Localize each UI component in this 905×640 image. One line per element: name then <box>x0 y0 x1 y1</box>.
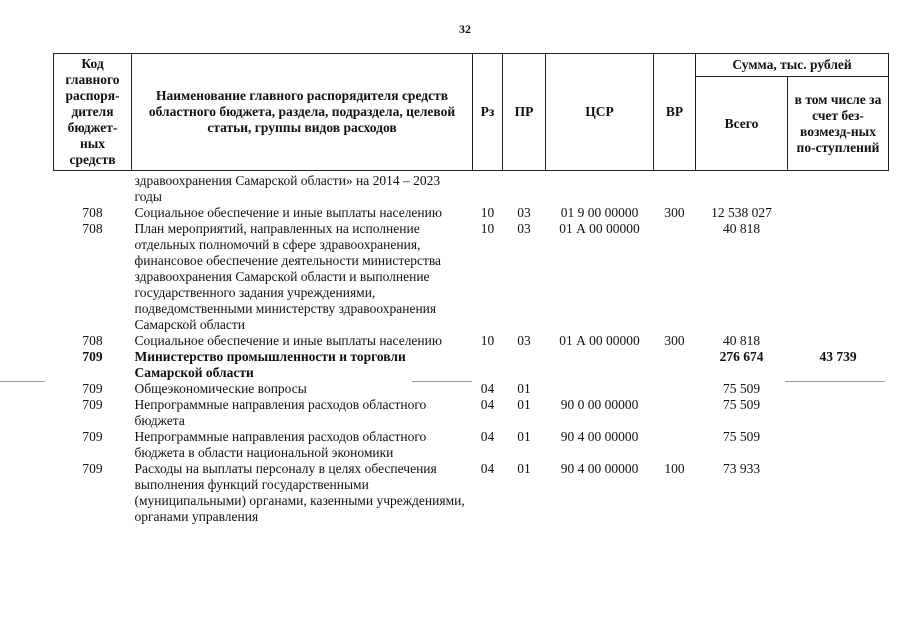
cell-csr: 01 9 00 00000 <box>560 205 639 220</box>
cell-total: 276 674 <box>719 349 764 364</box>
budget-table <box>53 53 889 525</box>
cell-code: 708 <box>82 205 103 220</box>
table-row <box>54 381 889 397</box>
cell-csr: 01 А 00 00000 <box>559 333 640 348</box>
header-rz: Рз <box>473 54 503 171</box>
cell-pr: 01 <box>517 397 531 412</box>
cell-name: Социальное обеспечение и иные выплаты населению <box>134 205 442 220</box>
header-code: Код главного распоря-дителя бюджет-ных средств <box>54 54 132 171</box>
header-csr: ЦСР <box>546 54 654 171</box>
cell-name: Непрограммные направления расходов областного бюджета в области национальной экономики <box>134 429 427 460</box>
cell-code: 709 <box>82 381 103 396</box>
page-number: 32 <box>459 22 471 36</box>
cell-incl <box>788 333 889 349</box>
cell-total <box>696 171 788 206</box>
table-row <box>54 205 889 221</box>
cell-rz: 04 <box>480 397 495 412</box>
cell-code: 709 <box>82 461 103 476</box>
cell-total: 73 933 <box>722 461 761 476</box>
cell-csr <box>546 381 654 397</box>
cell-total: 75 509 <box>722 429 761 444</box>
cell-vr: 300 <box>664 205 685 220</box>
cell-rz: 10 <box>480 333 495 348</box>
cell-total: 75 509 <box>722 381 761 396</box>
scan-artifact-line <box>785 381 885 382</box>
cell-pr: 01 <box>517 429 531 444</box>
cell-pr: 03 <box>517 205 531 220</box>
cell-incl <box>788 171 889 206</box>
cell-vr: 100 <box>664 461 685 476</box>
cell-pr <box>503 171 546 206</box>
cell-name: Непрограммные направления расходов областного бюджета <box>134 397 427 428</box>
cell-code: 708 <box>82 333 103 348</box>
scan-artifact-line <box>412 381 472 382</box>
cell-code: 708 <box>82 221 103 236</box>
cell-incl <box>788 397 889 429</box>
cell-incl <box>788 429 889 461</box>
cell-vr <box>654 429 696 461</box>
cell-name: здравоохранения Самарской области» на 2014 – 2023 годы <box>134 173 441 204</box>
table-row-ministry <box>54 349 889 381</box>
table-row <box>54 429 889 461</box>
cell-incl <box>788 221 889 333</box>
header-vr: ВР <box>654 54 696 171</box>
cell-csr: 90 0 00 00000 <box>560 397 639 412</box>
cell-vr: 300 <box>664 333 685 348</box>
cell-total: 75 509 <box>722 397 761 412</box>
header-incl: в том числе за счет без-возмезд-ных по-ступлений <box>788 77 889 171</box>
cell-name: Социальное обеспечение и иные выплаты населению <box>134 333 442 348</box>
cell-csr: 90 4 00 00000 <box>560 429 639 444</box>
cell-code: 709 <box>82 429 103 444</box>
header-pr: ПР <box>503 54 546 171</box>
cell-rz: 04 <box>480 461 495 476</box>
cell-vr <box>654 221 696 333</box>
cell-pr <box>503 349 546 381</box>
cell-name: Расходы на выплаты персоналу в целях обеспечения выполнения функций государственными (муниципальными) органами, казенными учреждениями, органами управления <box>134 461 465 524</box>
cell-vr <box>654 381 696 397</box>
table-row <box>54 333 889 349</box>
cell-vr <box>654 171 696 206</box>
header-sum: Сумма, тыс. рублей <box>696 54 889 77</box>
cell-rz: 04 <box>480 381 495 396</box>
cell-total: 40 818 <box>722 333 761 348</box>
cell-code: 709 <box>82 397 103 412</box>
table-row <box>54 171 889 206</box>
cell-csr: 01 А 00 00000 <box>559 221 640 236</box>
cell-incl <box>788 381 889 397</box>
cell-pr: 03 <box>517 333 531 348</box>
cell-incl: 43 739 <box>819 349 857 364</box>
cell-incl <box>788 205 889 221</box>
cell-name: Министерство промышленности и торговли Самарской области <box>134 349 406 380</box>
table-body <box>54 171 889 526</box>
table-row <box>54 221 889 333</box>
cell-total: 12 538 027 <box>711 205 772 220</box>
header-total: Всего <box>696 77 788 171</box>
cell-pr: 01 <box>517 381 531 396</box>
cell-incl <box>788 461 889 525</box>
header-name: Наименование главного распорядителя средств областного бюджета, раздела, подраздела, целевой статьи, группы видов расходов <box>132 54 473 171</box>
cell-total: 40 818 <box>722 221 761 236</box>
cell-csr <box>546 349 654 381</box>
cell-code: 709 <box>82 349 103 364</box>
table-row <box>54 397 889 429</box>
cell-pr: 03 <box>517 221 531 236</box>
cell-rz: 10 <box>480 221 495 236</box>
cell-csr <box>546 171 654 206</box>
cell-code <box>54 171 132 206</box>
cell-vr <box>654 397 696 429</box>
table-row <box>54 461 889 525</box>
scan-artifact-line <box>0 381 45 382</box>
cell-csr: 90 4 00 00000 <box>560 461 639 476</box>
cell-vr <box>654 349 696 381</box>
cell-pr: 01 <box>517 461 531 476</box>
cell-rz: 10 <box>480 205 495 220</box>
cell-rz <box>473 349 503 381</box>
cell-rz <box>473 171 503 206</box>
cell-name: План мероприятий, направленных на исполнение отдельных полномочий в сфере здравоохранения, финансовое обеспечение деятельности министерства здравоохранения Самарской области и выполнение государственного задания учреждениями, подведомственными министерству здравоохранения Самарской области <box>134 221 442 332</box>
cell-name: Общеэкономические вопросы <box>134 381 307 396</box>
cell-rz: 04 <box>480 429 495 444</box>
